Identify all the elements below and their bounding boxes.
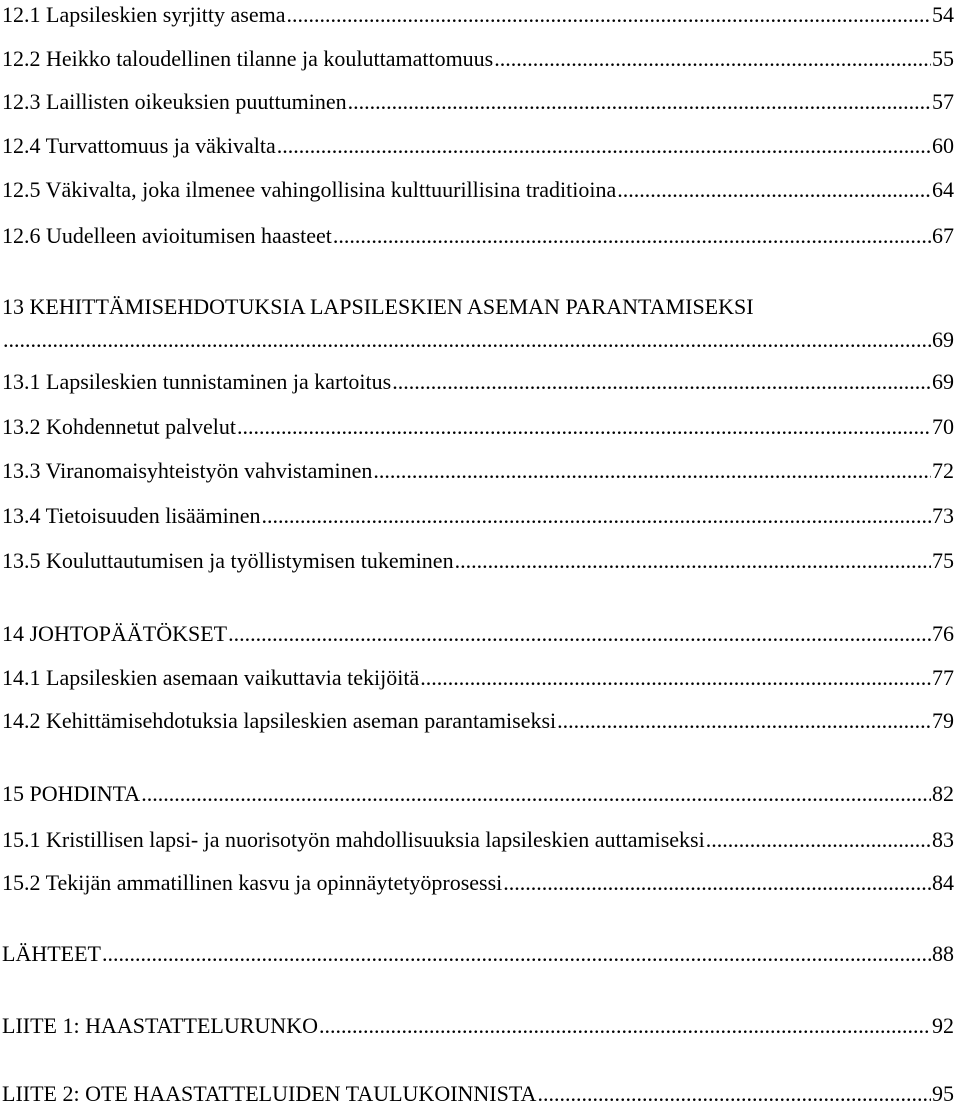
toc-entry-15[interactable] <box>2 779 954 809</box>
toc-entry-title: 15.1 Kristillisen lapsi- ja nuorisotyön mahdollisuuksia lapsileskien auttamiseksi <box>2 827 705 852</box>
toc-entry-13-2[interactable] <box>2 412 954 442</box>
toc-entry-liite-2[interactable] <box>2 1079 954 1109</box>
toc-entry-12-6[interactable] <box>2 221 954 251</box>
toc-entry-page: 57 <box>932 89 954 114</box>
toc-entry-12-2[interactable] <box>2 44 954 74</box>
dot-leader <box>392 367 931 397</box>
toc-entry-page: 76 <box>932 621 954 646</box>
toc-entry-title: 12.1 Lapsileskien syrjitty asema <box>2 2 286 27</box>
dot-leader <box>102 939 931 969</box>
toc-entry-14-2[interactable] <box>2 706 954 736</box>
dot-leader <box>494 44 931 74</box>
toc-entry-page: 95 <box>932 1081 954 1106</box>
dot-leader <box>617 175 931 205</box>
dot-leader <box>503 868 931 898</box>
toc-entry-liite-1[interactable] <box>2 1011 954 1041</box>
dot-leader <box>373 456 931 486</box>
dot-leader <box>706 825 931 855</box>
dot-leader <box>262 501 932 531</box>
toc-entry-title: 14.1 Lapsileskien asemaan vaikuttavia tekijöitä <box>2 665 420 690</box>
toc-entry-page: 54 <box>932 2 954 27</box>
dot-leader <box>455 546 931 576</box>
toc-entry-page: 69 <box>932 369 954 394</box>
dot-leader <box>420 663 931 693</box>
toc-entry-title: 12.6 Uudelleen avioitumisen haasteet <box>2 223 332 248</box>
toc-entry-13-title[interactable]: 13 KEHITTÄMISEHDOTUKSIA LAPSILESKIEN ASEMAN PARANTAMISEKSI <box>2 294 754 319</box>
toc-entry-lahteet[interactable] <box>2 939 954 969</box>
toc-entry-title: LIITE 1: HAASTATTELURUNKO <box>2 1013 318 1038</box>
toc-entry-15-1[interactable] <box>2 825 954 855</box>
dot-leader <box>319 1011 931 1041</box>
toc-entry-page: 64 <box>932 177 954 202</box>
dot-leader <box>237 412 931 442</box>
toc-entry-title: LÄHTEET <box>2 941 101 966</box>
toc-entry-title: 15 POHDINTA <box>2 781 141 806</box>
toc-entry-page: 82 <box>932 781 954 806</box>
dot-leader <box>287 0 932 30</box>
toc-entry-page: 79 <box>932 708 954 733</box>
toc-entry-page: 67 <box>932 223 954 248</box>
toc-entry-15-2[interactable] <box>2 868 954 898</box>
toc-entry-title: 14 JOHTOPÄÄTÖKSET <box>2 621 228 646</box>
toc-entry-13-3[interactable] <box>2 456 954 486</box>
toc-entry-title: 12.2 Heikko taloudellinen tilanne ja kouluttamattomuus <box>2 46 494 71</box>
dot-leader <box>557 706 931 736</box>
toc-entry-title: 13.1 Lapsileskien tunnistaminen ja kartoitus <box>2 369 392 394</box>
toc-entry-page: 77 <box>932 665 954 690</box>
toc-entry-12-5[interactable] <box>2 175 954 205</box>
toc-entry-page: 84 <box>932 870 954 895</box>
dot-leader <box>537 1079 931 1109</box>
dot-leader <box>277 131 931 161</box>
dot-leader <box>348 87 931 117</box>
toc-entry-page: 92 <box>932 1013 954 1038</box>
toc-entry-page: 75 <box>932 548 954 573</box>
toc-entry-13-1[interactable] <box>2 367 954 397</box>
dot-leader <box>141 779 931 809</box>
dot-leader <box>333 221 931 251</box>
toc-entry-12-4[interactable] <box>2 131 954 161</box>
toc-entry-13-5[interactable] <box>2 546 954 576</box>
toc-entry-14-1[interactable] <box>2 663 954 693</box>
toc-entry-13-4[interactable] <box>2 501 954 531</box>
toc-entry-title: 12.5 Väkivalta, joka ilmenee vahingollisina kulttuurillisina traditioina <box>2 177 617 202</box>
toc-entry-page: 73 <box>932 503 954 528</box>
toc-entry-title: 13.4 Tietoisuuden lisääminen <box>2 503 261 528</box>
toc-entry-title: 15.2 Tekijän ammatillinen kasvu ja opinnäytetyöprosessi <box>2 870 503 895</box>
toc-entry-12-1[interactable] <box>2 0 954 30</box>
toc-entry-page: 60 <box>932 133 954 158</box>
toc-entry-page: 69 <box>932 327 954 352</box>
toc-entry-12-3[interactable] <box>2 87 954 117</box>
toc-entry-title: 13.3 Viranomaisyhteistyön vahvistaminen <box>2 458 373 483</box>
toc-entry-page: 70 <box>932 414 954 439</box>
toc-entry-page: 83 <box>932 827 954 852</box>
toc-entry-title: 12.4 Turvattomuus ja väkivalta <box>2 133 276 158</box>
toc-entry-title: 12.3 Laillisten oikeuksien puuttuminen <box>2 89 347 114</box>
toc-entry-page: 72 <box>932 458 954 483</box>
toc-entry-title: 13.5 Kouluttautumisen ja työllistymisen tukeminen <box>2 548 454 573</box>
toc-entry-page: 88 <box>932 941 954 966</box>
toc-entry-page: 55 <box>932 46 954 71</box>
toc-entry-title: 13.2 Kohdennetut palvelut <box>2 414 237 439</box>
toc-entry-13[interactable] <box>2 325 954 355</box>
toc-entry-title: LIITE 2: OTE HAASTATTELUIDEN TAULUKOINNISTA <box>2 1081 537 1106</box>
toc-entry-14[interactable] <box>2 619 954 649</box>
dot-leader <box>3 325 931 355</box>
toc-entry-title: 14.2 Kehittämisehdotuksia lapsileskien aseman parantamiseksi <box>2 708 557 733</box>
dot-leader <box>228 619 931 649</box>
